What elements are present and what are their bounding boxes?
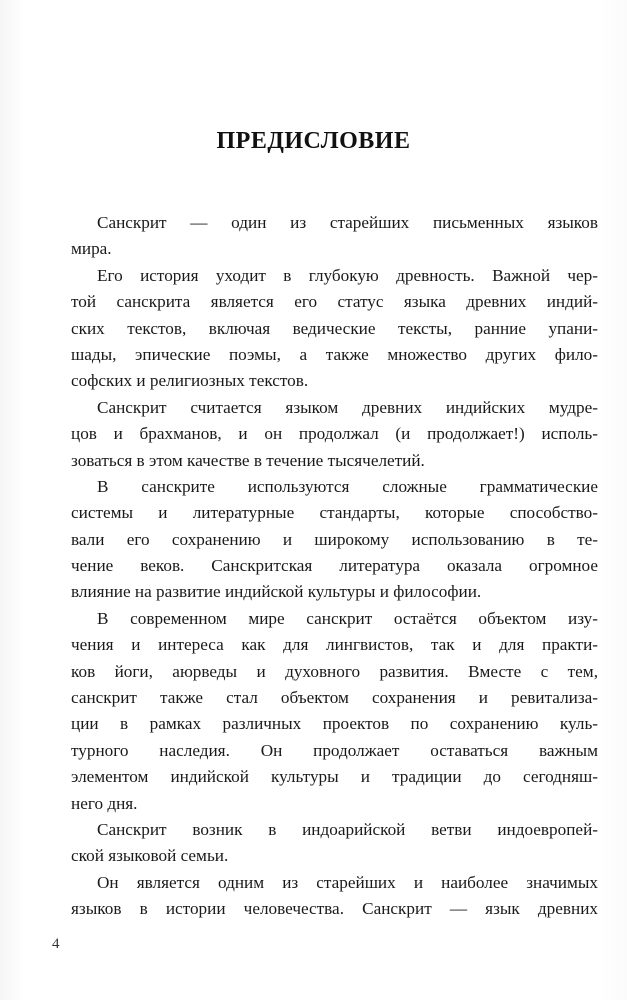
text-line: влияние на развитие индийской культуры и философии.: [71, 582, 482, 602]
text-line: ции в рамках различных проектов по сохранению куль-: [71, 714, 598, 734]
text-line: Санскрит возник в индоарийской ветви индоевропей-: [97, 819, 598, 839]
text-line: чение веков. Санскритская литература оказала огромное: [71, 556, 598, 576]
text-line: санскрит также стал объектом сохранения и ревитализа-: [71, 688, 598, 708]
text-line: ков йоги, аюрведы и духовного развития. Вместе с тем,: [71, 661, 598, 681]
text-line: софских и религиозных текстов.: [71, 371, 309, 391]
text-line: чения и интереса как для лингвистов, так и для практи-: [71, 635, 598, 655]
text-line: той санскрита является его статус языка древних индий-: [71, 292, 598, 312]
text-line: него дня.: [71, 793, 138, 813]
text-line: В санскрите используются сложные грамматические: [97, 476, 598, 496]
page-title: ПРЕДИСЛОВИЕ: [216, 128, 411, 154]
text-line: зоваться в этом качестве в течение тысячелетий.: [71, 450, 425, 470]
text-line: языков в истории человечества. Санскрит — язык древних: [71, 899, 598, 919]
text-line: ских текстов, включая ведические тексты, ранние упани-: [71, 318, 598, 338]
text-line: мира.: [71, 239, 112, 259]
body-text: [71, 210, 598, 923]
text-line: В современном мире санскрит остаётся объектом изу-: [97, 608, 598, 628]
text-line: цов и брахманов, и он продолжал (и продолжает!) исполь-: [71, 424, 598, 444]
text-line: элементом индийской культуры и традиции до сегодняш-: [71, 767, 598, 787]
text-line: ской языковой семьи.: [71, 846, 229, 866]
text-line: Санскрит считается языком древних индийских мудре-: [97, 397, 598, 417]
text-line: Его история уходит в глубокую древность. Важной чер-: [97, 265, 598, 285]
text-line: системы и литературные стандарты, которые способство-: [71, 503, 598, 523]
page-number: 4: [52, 936, 60, 952]
text-line: турного наследия. Он продолжает оставаться важным: [71, 740, 598, 760]
text-line: Он является одним из старейших и наиболее значимых: [97, 872, 598, 892]
text-line: вали его сохранению и широкому использованию в те-: [71, 529, 598, 549]
text-line: шады, эпические поэмы, а также множество других фило-: [71, 344, 598, 364]
text-line: Санскрит — один из старейших письменных языков: [97, 213, 598, 232]
